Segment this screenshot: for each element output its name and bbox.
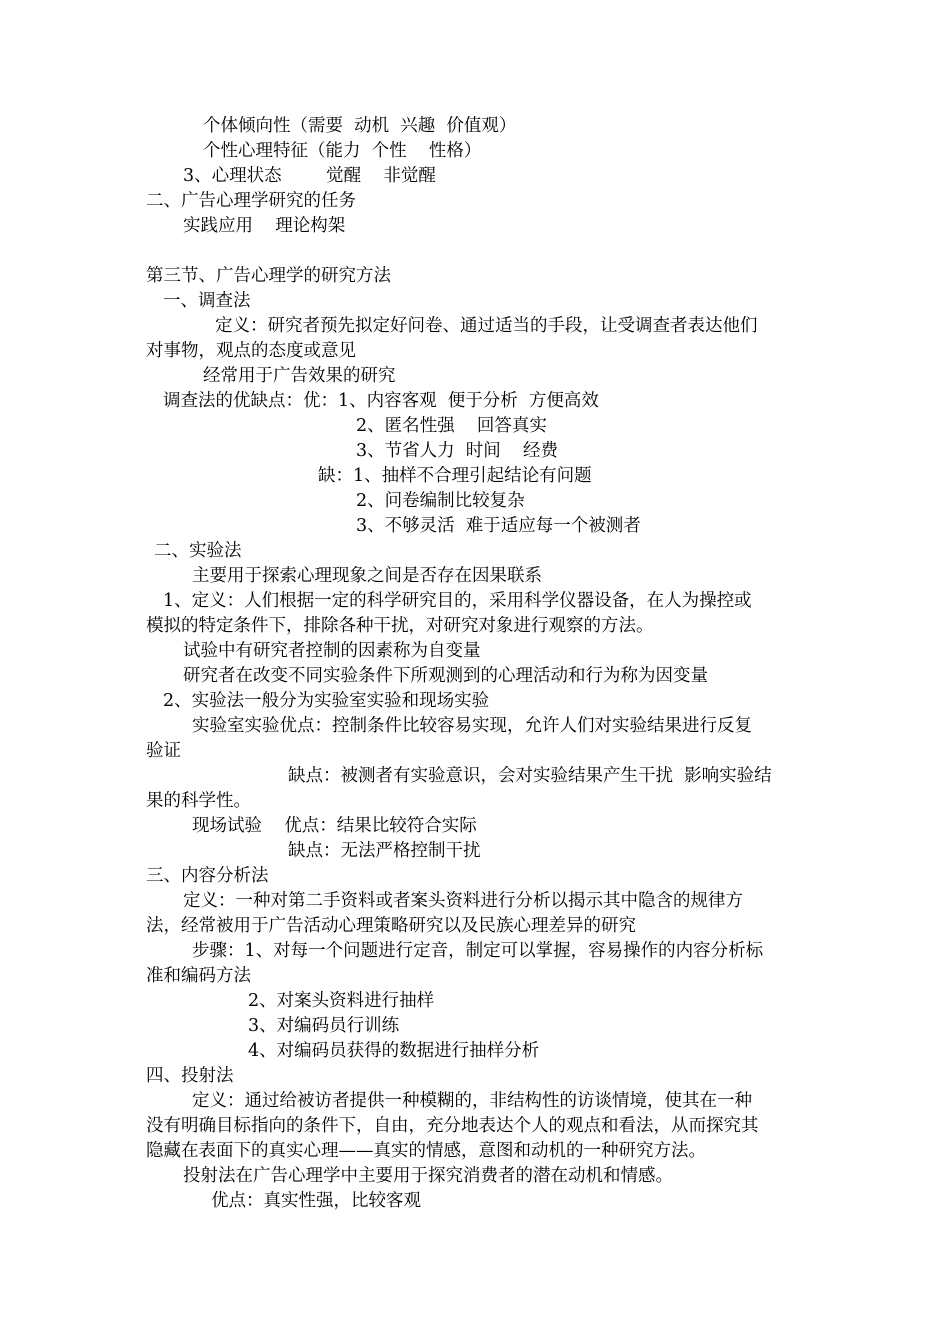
text-line: 准和编码方法 (146, 966, 251, 986)
text-line: 没有明确目标指向的条件下，自由，充分地表达个人的观点和看法，从而探究其 (146, 1116, 759, 1136)
text-line: 经常用于广告效果的研究 (203, 366, 396, 386)
text-line: 试验中有研究者控制的因素称为自变量 (183, 641, 481, 661)
text-line: 模拟的特定条件下，排除各种干扰，对研究对象进行观察的方法。 (146, 616, 654, 636)
section-heading: 二、广告心理学研究的任务 (146, 191, 356, 211)
text-line: 缺点：被测者有实验意识，会对实验结果产生干扰 影响实验结 (288, 766, 772, 786)
text-line: 实践应用 理论构架 (183, 216, 346, 236)
text-line: 研究者在改变不同实验条件下所观测到的心理活动和行为称为因变量 (183, 666, 708, 686)
text-line: 步骤：1、对每一个问题进行定音，制定可以掌握，容易操作的内容分析标 (192, 941, 764, 961)
chapter-heading: 第三节、广告心理学的研究方法 (146, 266, 391, 286)
text-line: 对事物，观点的态度或意见 (146, 341, 356, 361)
text-line: 3、节省人力 时间 经费 (356, 441, 559, 461)
text-line: 4、对编码员获得的数据进行抽样分析 (248, 1041, 540, 1061)
text-line: 实验室实验优点：控制条件比较容易实现，允许人们对实验结果进行反复 (192, 716, 752, 736)
text-line: 1、定义：人们根据一定的科学研究目的，采用科学仪器设备，在人为操控或 (163, 591, 752, 611)
text-line: 3、对编码员行训练 (248, 1016, 400, 1036)
text-line: 果的科学性。 (146, 791, 251, 811)
text-line: 2、实验法一般分为实验室实验和现场实验 (163, 691, 490, 711)
section-heading: 四、投射法 (146, 1066, 234, 1086)
text-line: 个性心理特征（能力 个性 性格） (203, 141, 482, 161)
section-heading: 一、调查法 (163, 291, 251, 311)
text-line: 2、问卷编制比较复杂 (356, 491, 525, 511)
text-line: 3、心理状态 觉醒 非觉醒 (183, 166, 436, 186)
text-line: 定义：研究者预先拟定好问卷、通过适当的手段，让受调查者表达他们 (215, 316, 758, 336)
text-line: 2、匿名性强 回答真实 (356, 416, 547, 436)
text-line: 优点：真实性强，比较客观 (211, 1191, 421, 1211)
section-heading: 二、实验法 (154, 541, 242, 561)
section-heading: 三、内容分析法 (146, 866, 269, 886)
text-line: 法，经常被用于广告活动心理策略研究以及民族心理差异的研究 (146, 916, 636, 936)
text-line: 定义：通过给被访者提供一种模糊的，非结构性的访谈情境，使其在一种 (192, 1091, 752, 1111)
text-line: 调查法的优缺点：优：1、内容客观 便于分析 方便高效 (163, 391, 599, 411)
text-line: 3、不够灵活 难于适应每一个被测者 (356, 516, 641, 536)
text-line: 定义：一种对第二手资料或者案头资料进行分析以揭示其中隐含的规律方 (183, 891, 743, 911)
text-line: 隐藏在表面下的真实心理——真实的情感，意图和动机的一种研究方法。 (146, 1141, 706, 1161)
text-line: 缺点：无法严格控制干扰 (288, 841, 481, 861)
text-line: 个体倾向性（需要 动机 兴趣 价值观） (203, 116, 517, 136)
text-line: 投射法在广告心理学中主要用于探究消费者的潜在动机和情感。 (183, 1166, 673, 1186)
text-line: 主要用于探索心理现象之间是否存在因果联系 (192, 566, 542, 586)
text-line: 验证 (146, 741, 181, 761)
text-line: 2、对案头资料进行抽样 (248, 991, 435, 1011)
text-line: 缺：1、抽样不合理引起结论有问题 (318, 466, 592, 486)
text-line: 现场试验 优点：结果比较符合实际 (192, 816, 477, 836)
